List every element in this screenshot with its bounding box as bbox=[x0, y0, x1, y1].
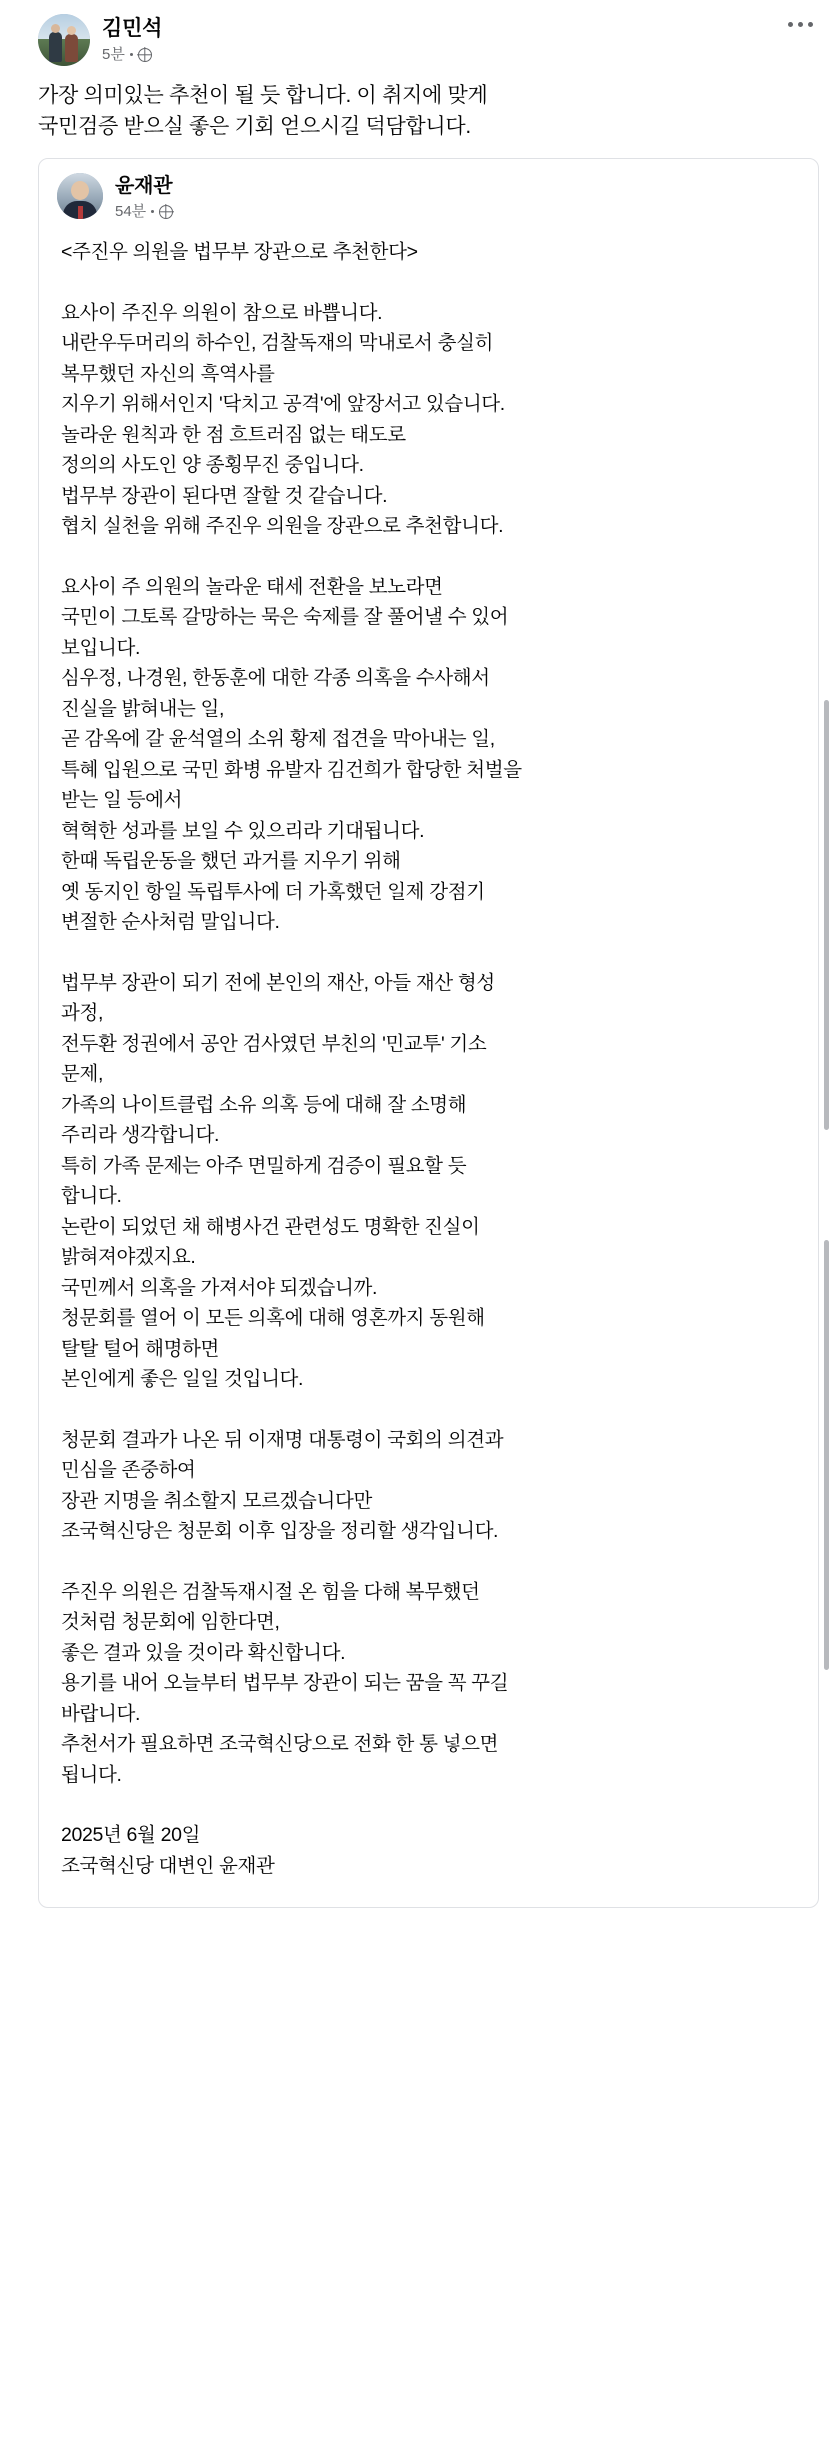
shared-post-body-line: 국민께서 의혹을 가져서야 되겠습니까. bbox=[61, 1276, 378, 1299]
scrollbar-thumb-upper[interactable] bbox=[824, 700, 829, 1130]
shared-post-body-line: 민심을 존중하여 bbox=[61, 1459, 196, 1481]
shared-post-body-line: 바랍니다. bbox=[61, 1702, 141, 1725]
avatar[interactable] bbox=[38, 14, 90, 66]
outer-post-meta bbox=[102, 45, 817, 64]
shared-post-body-line: <주진우 의원을 법무부 장관으로 추천한다> bbox=[61, 241, 418, 263]
avatar-bg-sky bbox=[38, 14, 90, 39]
shared-avatar-tie bbox=[78, 206, 83, 219]
shared-post-body-line: 변절한 순사처럼 말입니다. bbox=[61, 911, 280, 933]
shared-post-timestamp[interactable]: 54분 bbox=[115, 203, 147, 220]
shared-post-body-line: 2025년 6월 20일 bbox=[61, 1824, 201, 1846]
shared-post-paragraph-gap bbox=[61, 1547, 796, 1577]
shared-post-body-line: 본인에게 좋은 일일 것입니다. bbox=[61, 1368, 304, 1390]
shared-post-body-line: 전두환 정권에서 공안 검사였던 부친의 '민교투' 기소 bbox=[61, 1032, 487, 1055]
avatar-bg-ground bbox=[38, 39, 90, 66]
shared-post-body-line: 조국혁신당 대변인 윤재관 bbox=[61, 1854, 275, 1877]
outer-post-text bbox=[0, 66, 835, 152]
outer-post-text-line: 가장 의미있는 추천이 될 듯 합니다. 이 취지에 맞게 bbox=[38, 84, 488, 107]
shared-post-body-line: 복무했던 자신의 흑역사를 bbox=[61, 362, 275, 385]
shared-post-body-line: 밝혀져야겠지요. bbox=[61, 1246, 196, 1268]
shared-post-body-line: 법무부 장관이 된다면 잘할 것 같습니다. bbox=[61, 484, 388, 507]
shared-post-body-line: 과정, bbox=[61, 1002, 104, 1024]
shared-post-body-line: 진실을 밝혀내는 일, bbox=[61, 697, 225, 720]
shared-post-body-line: 국민이 그토록 갈망하는 묵은 숙제를 잘 풀어낼 수 있어 bbox=[61, 606, 509, 628]
avatar-figure-right bbox=[65, 34, 78, 62]
shared-post-body-line: 조국혁신당은 청문회 이후 입장을 정리할 생각입니다. bbox=[61, 1520, 499, 1542]
shared-post-paragraph-gap bbox=[61, 268, 796, 298]
shared-post-body-line: 좋은 결과 있을 것이라 확신합니다. bbox=[61, 1641, 346, 1664]
avatar-figure-left bbox=[49, 32, 62, 62]
shared-post-author-name[interactable]: 윤재관 bbox=[115, 175, 173, 197]
shared-post-body-line: 문제, bbox=[61, 1063, 104, 1085]
globe-icon[interactable] bbox=[159, 205, 173, 219]
shared-post-body-line: 주리라 생각합니다. bbox=[61, 1124, 220, 1146]
shared-post-body-line: 청문회를 열어 이 모든 의혹에 대해 영혼까지 동원해 bbox=[61, 1307, 485, 1329]
outer-post-header bbox=[0, 0, 835, 66]
outer-post-text-line: 국민검증 받으실 좋은 기회 얻으시길 덕담합니다. bbox=[38, 115, 471, 138]
shared-post-body-line: 법무부 장관이 되기 전에 본인의 재산, 아들 재산 형성 bbox=[61, 971, 495, 994]
outer-post-author-block bbox=[102, 14, 817, 64]
shared-post-body-line: 요사이 주 의원의 놀라운 태세 전환을 보노라면 bbox=[61, 575, 443, 598]
shared-post-body-line: 탈탈 털어 해명하면 bbox=[61, 1337, 220, 1360]
shared-post-paragraph-gap bbox=[61, 1395, 796, 1425]
shared-post-card[interactable] bbox=[38, 158, 819, 1908]
more-options-dot bbox=[808, 22, 813, 27]
shared-post-body-line: 논란이 되었던 채 해병사건 관련성도 명확한 진실이 bbox=[61, 1215, 480, 1238]
shared-post-paragraph-gap bbox=[61, 1790, 796, 1820]
outer-post-author-name[interactable]: 김민석 bbox=[102, 17, 163, 40]
more-options-dot bbox=[798, 22, 803, 27]
meta-separator-dot bbox=[130, 53, 133, 56]
shared-post-paragraph-gap bbox=[61, 542, 796, 572]
shared-post-avatar[interactable] bbox=[57, 173, 103, 219]
shared-post-body-line: 것처럼 청문회에 임한다면, bbox=[61, 1611, 280, 1633]
shared-post-body-line: 옛 동지인 항일 독립투사에 더 가혹했던 일제 강점기 bbox=[61, 880, 485, 903]
shared-avatar-head bbox=[71, 181, 89, 200]
shared-post-body-line: 한때 독립운동을 했던 과거를 지우기 위해 bbox=[61, 850, 401, 872]
more-options-icon[interactable] bbox=[788, 22, 813, 27]
shared-post-body-line: 심우정, 나경원, 한동훈에 대한 각종 의혹을 수사해서 bbox=[61, 667, 490, 689]
shared-post-body-line: 놀라운 원칙과 한 점 흐트러짐 없는 태도로 bbox=[61, 423, 406, 446]
shared-post-body-line: 됩니다. bbox=[61, 1763, 122, 1786]
shared-post-body-line: 추천서가 필요하면 조국혁신당으로 전화 한 통 넣으면 bbox=[61, 1733, 499, 1755]
shared-post-body-line: 용기를 내어 오늘부터 법무부 장관이 되는 꿈을 꼭 꾸길 bbox=[61, 1672, 509, 1694]
shared-post-body-line: 요사이 주진우 의원이 참으로 바쁩니다. bbox=[61, 301, 383, 324]
shared-post-body-line: 지우기 위해서인지 '닥치고 공격'에 앞장서고 있습니다. bbox=[61, 393, 505, 415]
shared-post-body-line: 협치 실천을 위해 주진우 의원을 장관으로 추천합니다. bbox=[61, 515, 504, 537]
shared-post-body-line: 정의의 사도인 양 종횡무진 중입니다. bbox=[61, 454, 364, 476]
shared-post-body-line: 혁혁한 성과를 보일 수 있으리라 기대됩니다. bbox=[61, 819, 425, 842]
shared-post-body-line: 특혜 입원으로 국민 화병 유발자 김건희가 합당한 처벌을 bbox=[61, 758, 522, 781]
shared-post-body-line: 장관 지명을 취소할지 모르겠습니다만 bbox=[61, 1489, 372, 1512]
shared-post-body-line: 곧 감옥에 갈 윤석열의 소위 황제 접견을 막아내는 일, bbox=[61, 728, 495, 750]
scrollbar-thumb-lower[interactable] bbox=[824, 1240, 829, 1670]
shared-post-body-line: 주진우 의원은 검찰독재시절 온 힘을 다해 복무했던 bbox=[61, 1580, 480, 1603]
shared-post-header bbox=[39, 159, 818, 221]
more-options-dot bbox=[788, 22, 793, 27]
shared-post-body bbox=[39, 221, 818, 1907]
meta-separator-dot bbox=[151, 210, 154, 213]
shared-post-body-line: 특히 가족 문제는 아주 면밀하게 검증이 필요할 듯 bbox=[61, 1154, 467, 1177]
shared-post-body-line: 합니다. bbox=[61, 1185, 122, 1207]
shared-post-meta bbox=[115, 202, 173, 221]
shared-post-author-block bbox=[115, 173, 173, 221]
shared-post-body-line: 보입니다. bbox=[61, 636, 141, 659]
shared-post-body-line: 받는 일 등에서 bbox=[61, 789, 183, 811]
shared-post-paragraph-gap bbox=[61, 938, 796, 968]
shared-post-body-line: 청문회 결과가 나온 뒤 이재명 대통령이 국회의 의견과 bbox=[61, 1428, 504, 1451]
shared-post-body-line: 내란우두머리의 하수인, 검찰독재의 막내로서 충실히 bbox=[61, 332, 494, 354]
shared-post-body-line: 가족의 나이트클럽 소유 의혹 등에 대해 잘 소명해 bbox=[61, 1093, 467, 1116]
globe-icon[interactable] bbox=[138, 48, 152, 62]
outer-post-timestamp[interactable]: 5분 bbox=[102, 46, 125, 63]
